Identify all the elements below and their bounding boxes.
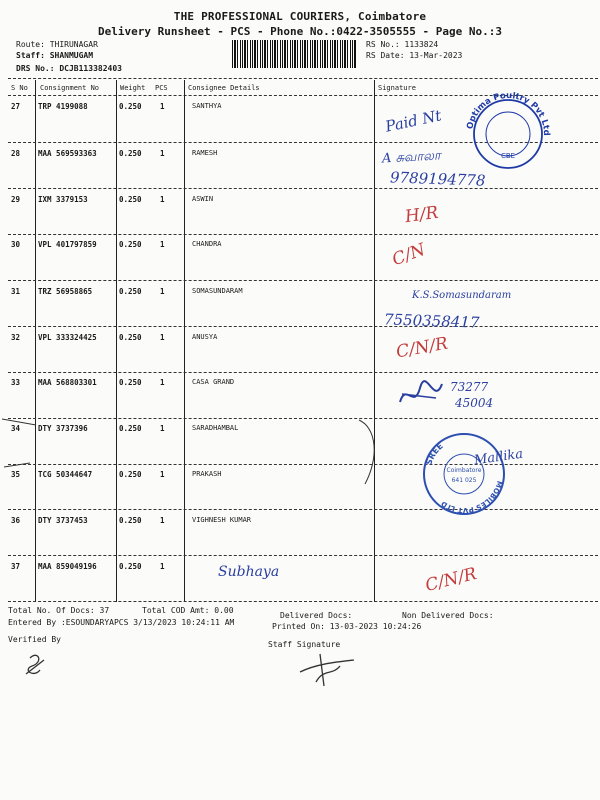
non-delivered-docs: Non Delivered Docs: [402,611,494,620]
col-header-consignee: Consignee Details [188,84,260,92]
row-weight: 0.250 [119,333,142,342]
row-pcs: 1 [160,149,165,158]
row-pcs: 1 [160,287,165,296]
row-pcs: 1 [160,333,165,342]
row-pcs: 1 [160,424,165,433]
row-consignment: VPL 401797859 [38,240,97,249]
row-sno: 33 [11,378,21,387]
row-consignment: DTY 3737396 [38,424,88,433]
row-pcs: 1 [160,240,165,249]
row-consignee: VIGHNESH KUMAR [192,516,252,524]
row-consignee: CASA GRAND [192,378,235,386]
rs-date: RS Date: 13-Mar-2023 [366,51,463,60]
table-bottom-rule [8,601,598,602]
staff-label: Staff: SHANMUGAM [16,51,94,60]
stamp-text: MOBILES PVT LTD [439,479,504,515]
row-weight: 0.250 [119,149,142,158]
row-consignment: MAA 568803301 [38,378,97,387]
row-sno: 34 [11,424,21,433]
col-header-sno: S No [11,84,28,92]
handwritten-name: Subhaya [218,564,280,580]
row-pcs: 1 [160,378,165,387]
stamp-pin: 641 025 [451,477,477,484]
row-rule [8,234,598,235]
row-rule [8,326,598,327]
row-consignment: TRZ 56958865 [38,287,93,296]
row-consignment: IXM 3379153 [38,195,88,204]
table-top-rule [8,78,598,79]
sree-mobiles-stamp [418,428,510,520]
stamp-text: SREE [424,441,445,467]
row-rule [8,372,598,373]
handwritten-phone: 7550358417 [383,310,480,332]
handwritten-mark: H/R [403,202,440,228]
bracket-pen-mark [355,418,385,488]
stamp-text: Optima Poultry Pvt Ltd [465,90,552,136]
row-weight: 0.250 [119,240,142,249]
handwritten-number: 73277 [450,380,489,394]
stamp-city: CBE [500,152,516,160]
row-rule [8,188,598,189]
row-sno: 35 [11,470,21,479]
row-consignee: SOMASUNDARAM [192,287,243,295]
row-consignee: PRAKASH [192,470,222,478]
staff-signature-label: Staff Signature [268,640,341,649]
col-header-weight: Weight [120,84,146,92]
col-header-consignment: Consignment No [40,84,100,92]
row-weight: 0.250 [119,470,142,479]
stamp-city: Coimbatore [446,467,482,474]
svg-text:MOBILES PVT LTD [440,480,504,514]
row-consignment: MAA 859049196 [38,562,97,571]
svg-text:SREE [424,442,444,467]
company-title: THE PROFESSIONAL COURIERS, Coimbatore [173,10,427,23]
svg-text:Optima Poultry Pvt Ltd [465,91,551,136]
col-header-signature: Signature [378,84,416,92]
row-weight: 0.250 [119,287,142,296]
handwritten-mark: C/N [389,239,429,271]
drs-number: DRS No.: DCJB113382403 [16,64,122,73]
col-divider [374,80,375,602]
margin-pen-marks [0,415,40,475]
delivered-docs: Delivered Docs: [280,611,353,620]
verified-by-label: Verified By [8,635,61,644]
row-pcs: 1 [160,470,165,479]
handwritten-name: Mallika [473,446,524,469]
row-consignment: TCG 50344647 [38,470,93,479]
row-weight: 0.250 [119,516,142,525]
total-docs: Total No. Of Docs: 37 [8,606,110,615]
row-sno: 30 [11,240,21,249]
handwritten-mark: C/N/R [423,563,479,597]
handwritten-name: A சுவாலா [381,148,442,167]
row-weight: 0.250 [119,195,142,204]
row-consignee: CHANDRA [192,240,222,248]
col-divider [116,80,117,602]
row-rule [8,280,598,281]
row-sno: 31 [11,287,21,296]
row-sno: 36 [11,516,21,525]
row-consignee: SANTHYA [192,102,222,110]
route-label: Route: THIRUNAGAR [16,40,98,49]
entered-by: Entered By :ESOUNDARYAPCS 3/13/2023 10:24:11 AM [8,618,235,627]
staff-signature [296,652,358,688]
row-weight: 0.250 [119,378,142,387]
row-consignee: RAMESH [192,149,218,157]
row-consignment: DTY 3737453 [38,516,88,525]
col-divider [35,80,36,602]
row-consignee: SARADHAMBAL [192,424,239,432]
row-sno: 32 [11,333,21,342]
handwritten-note: Paid Nt [383,106,443,136]
row-sno: 27 [11,102,21,111]
row-sno: 29 [11,195,21,204]
row-rule [8,555,598,556]
barcode-image [232,40,357,68]
col-divider [184,80,185,602]
optima-stamp [458,84,558,172]
row-rule [8,418,598,419]
row-consignment: MAA 569593363 [38,149,97,158]
handwritten-number: 45004 [455,396,494,410]
col-header-pcs: PCS [155,84,168,92]
row-consignee: ASWIN [192,195,214,203]
row-consignment: TRP 4199088 [38,102,88,111]
row-pcs: 1 [160,195,165,204]
printed-on: Printed On: 13-03-2023 10:24:26 [272,622,422,631]
handwritten-phone: 9789194778 [389,168,486,190]
runsheet-subtitle: Delivery Runsheet - PCS - Phone No.:0422-3505555 - Page No.:3 [98,25,502,38]
handwritten-name: K.S.Somasundaram [412,290,512,301]
rs-number: RS No.: 1133824 [366,40,439,49]
row-consignment: VPL 333324425 [38,333,97,342]
row-weight: 0.250 [119,562,142,571]
row-weight: 0.250 [119,424,142,433]
row-pcs: 1 [160,562,165,571]
row-consignee: ANUSYA [192,333,218,341]
signature-scribble [396,380,446,410]
row-pcs: 1 [160,102,165,111]
row-weight: 0.250 [119,102,142,111]
row-sno: 28 [11,149,21,158]
row-pcs: 1 [160,516,165,525]
total-cod-amount: Total COD Amt: 0.00 [142,606,234,615]
verifier-signature [24,652,48,678]
handwritten-mark: C/N/R [394,333,450,363]
row-sno: 37 [11,562,21,571]
